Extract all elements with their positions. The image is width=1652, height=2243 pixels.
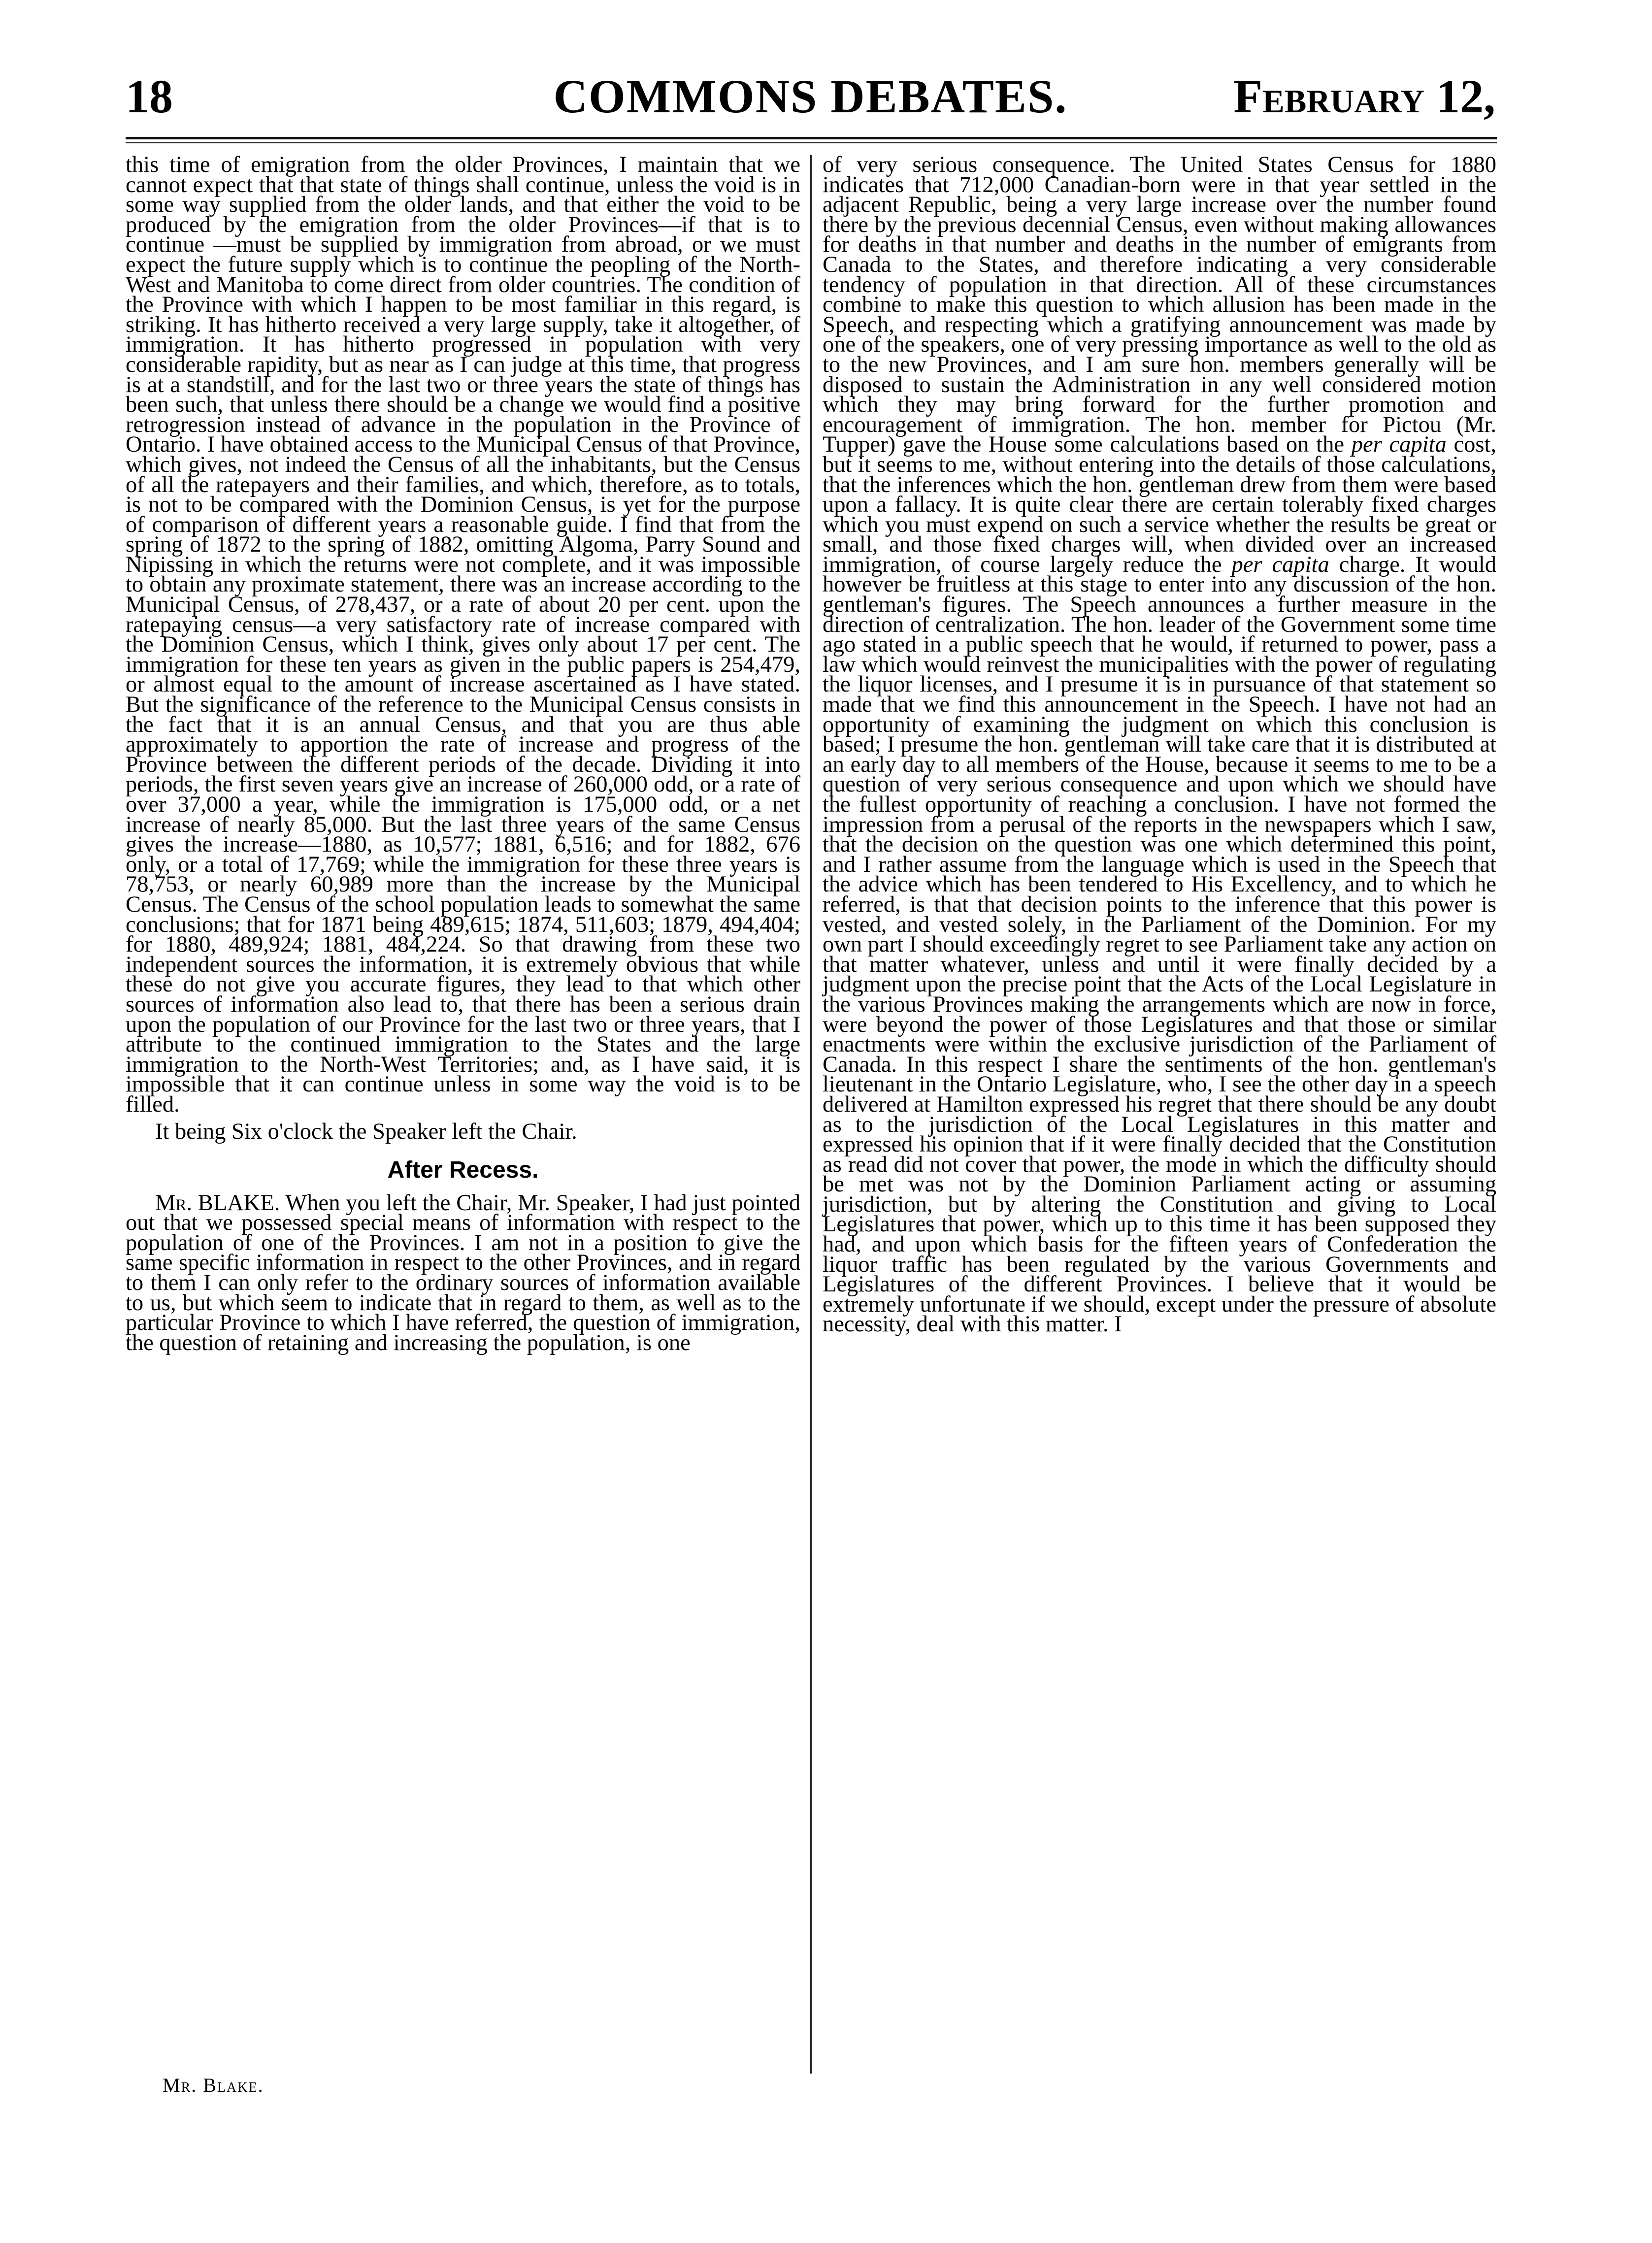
italic-per-capita-2: per capita — [1231, 552, 1329, 577]
footer-speaker: Mr. Blake. — [163, 2074, 264, 2096]
left-paragraph-1: this time of emigration from the older Provinces, I maintain that we cannot expect that that state of things shall continue, unless the void is in some way supplied from the older lands, and that either the void to be produced by the emigration from the older Provinces—if that is to continue —must be supplied by immigration from abroad, or we must expect the future supply which is to continue the peopling of the North-West and Manitoba to come direct from older countries. The condition of the Province with which I happen to be most familiar in this regard, is striking. It has hitherto received a very large supply, take it altogether, of immigration. It has hitherto progressed in population with very considerable rapidity, but as near as I can judge at this time, that progress is at a standstill, and for the last two or three years the state of things has been such, that unless there should be a change we would find a positive retrogression instead of advance in the population in the Province of Ontario. I have obtained access to the Municipal Census of that Province, which gives, not indeed the Census of all the inhabitants, but the Census of all the ratepayers and their families, and which, therefore, as to totals, is not to be compared with the Dominion Census, is yet for the purpose of comparison of different years a reasonable guide. I find that from the spring of 1872 to the spring of 1882, omitting Algoma, Parry Sound and Nipissing in which the returns were not complete, and it was impossible to obtain any proximate statement, there was an increase according to the Municipal Census, of 278,437, or a rate of about 20 per cent. upon the ratepaying census—a very satisfactory rate of increase compared with the Dominion Census, which I think, gives only about 17 per cent. The immigration for these ten years as given in the public papers is 254,479, or almost equal to the amount of increase ascertained as I have stated. But the significance of the reference to the Municipal Census consists in the fact that it is an annual Census, and that you are thus able approximately to apportion the rate of increase and progress of the Province between the different periods of the decade. Dividing it into periods, the first seven years give an increase of 260,000 odd, or a rate of over 37,000 a year, while the immigration is 175,000 odd, or a net increase of nearly 85,000. But the last three years of the same Census gives the increase—1880, as 10,577; 1881, 6,516; and for 1882, 676 only, or a total of 17,769; while the immigration for these three years is 78,753, or nearly 60,989 more than the increase by the Municipal Census. The Census of the school population leads to somewhat the same conclusions; that for 1871 being 489,615; 1874, 511,603; 1879, 494,404; for 1880, 489,924; 1881, 484,224. So that drawing from these two independent sources the information, it is extremely obvious that while these do not give you accurate figures, they lead to that which other sources of information also lead to, that there has been a serious drain upon the population of our Province for the last two or three years, that I attribute to the continued immigration to the States and the large immigration to the North-West Territories; and, as I have said, it is impossible that it can continue unless in some way the void is to be filled. — [126, 152, 800, 1117]
right-paragraph-1 — [823, 152, 1497, 1337]
left-column — [126, 152, 800, 1355]
section-heading: After Recess. — [387, 1157, 539, 1184]
right-text-c: charge. It would however be fruitless at this stage to enter into any discussion of the hon. gentleman's figures. The Speech announces a further measure in the direction of centralization. The hon. leader of the Government some time ago stated in a public speech that he would, if returned to power, pass a law which would reinvest the municipalities with the power of regulating the liquor licenses, and I presume it is in pursuance of that statement so made that we find this announcement in the Speech. I have not had an opportunity of examining the judgment on which this conclusion is based; I presume the hon. gentleman will take care that it is distributed at an early day to all members of the House, because it seems to me to be a question of very serious consequence and upon which we should have the fullest opportunity of reaching a conclusion. I have not formed the impression from a perusal of the reports in the newspapers which I saw, that the decision on the question was one which determined this point, and I rather assume from the language which is used in the Speech that the advice which has been tendered to His Excellency, and to which he referred, is that that decision points to the inference that this power is vested, and vested solely, in the Parliament of the Dominion. For my own part I should exceedingly regret to see Parliament take any action on that matter whatever, unless and until it were finally decided by a judgment upon the precise point that the Acts of the Local Legislature in the various Provinces making the arrangements which are now in force, were beyond the power of those Legislatures and that those or similar enactments were within the exclusive jurisdiction of the Parliament of Canada. In this respect I share the sentiments of the hon. gentleman's lieutenant in the Ontario Legislature, who, I see the other day in a speech delivered at Hamilton expressed his regret that there should be any doubt as to the jurisdiction of the Local Legislatures in this matter and expressed his opinion that if it were finally decided that the Constitution as read did not cover that power, the mode in which the difficulty should be met was not by the Dominion Parliament acting or assuming jurisdiction, but by altering the Constitution and giving to Local Legislatures that power, which up to this time it has been supposed they had, and upon which basis for the fifteen years of Confederation the liquor traffic has been regulated by the various Governments and Legislatures of the different Provinces. I believe that it would be extremely unfortunate if we should, except under the pressure of absolute necessity, deal with this matter. I — [823, 552, 1497, 1337]
page-number: 18 — [126, 70, 173, 123]
column-divider — [810, 155, 812, 2074]
left-paragraph-2: It being Six o'clock the Speaker left the Chair. — [155, 1119, 577, 1144]
header-rule — [126, 137, 1497, 143]
header-date: February 12, — [1233, 70, 1495, 123]
left-paragraph-3 — [126, 1190, 800, 1355]
page-header — [126, 69, 1495, 143]
speaker-name: Mr. BLAKE. — [155, 1190, 280, 1216]
right-text-b: cost, but it seems to me, without entering into the details of those calculations, that the inferences which the hon. gentleman drew from them were based upon a fallacy. It is quite clear there are certain tolerably fixed charges which you must expend on such a service whether the results be great or small, and those fixed charges will, when divided over an increased immigration, of course largely reduce the — [823, 432, 1497, 577]
right-column — [823, 152, 1497, 1337]
italic-per-capita-1: per capita — [1351, 432, 1447, 458]
left-paragraph-3-text: When you left the Chair, Mr. Speaker, I had just pointed out that we possessed special means of information with respect to the population of one of the Provinces. I am not in a position to give the same specific information in respect to the other Provinces, and in regard to them I can only refer to the ordinary sources of information available to us, but which seem to indicate that in regard to them, as well as to the particular Province to which I have referred, the question of immigration, the question of retaining and increasing the population, is one — [126, 1190, 800, 1355]
publication-title: COMMONS DEBATES. — [553, 70, 1068, 123]
right-text-a: of very serious consequence. The United States Census for 1880 indicates that 712,000 Canadian-born were in that year settled in the adjacent Republic, being a very large increase over the number found there by the previous decennial Census, even without making allowances for deaths in that number and deaths in the number of emigrants from Canada to the States, and therefore indicating a very considerable tendency of population in that direction. All of these circumstances combine to make this question to which allusion has been made in the Speech, and respecting which a gratifying announcement was made by one of the speakers, one of very pressing importance as well to the old as to the new Provinces, and I am sure hon. members generally will be disposed to sustain the Administration in any well considered motion which they may bring forward for the further promotion and encouragement of immigration. The hon. member for Pictou (Mr. Tupper) gave the House some calculations based on the — [823, 152, 1496, 458]
